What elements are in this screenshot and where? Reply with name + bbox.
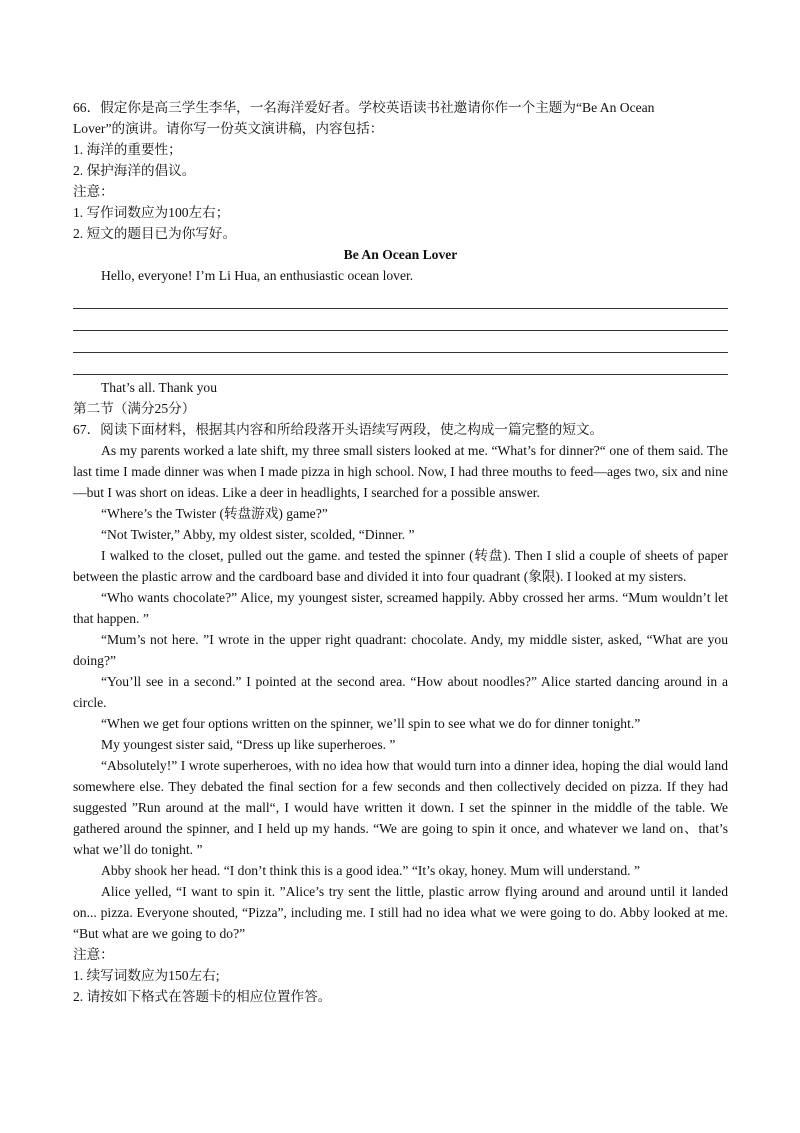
story-paragraph: My youngest sister said, “Dress up like superheroes. ” [101,737,396,752]
q67-instruction: 67．阅读下面材料，根据其内容和所给段落开头语续写两段，使之构成一篇完整的短文。 [73,422,604,437]
story-paragraph: “Not Twister,” Abby, my oldest sister, scolded, “Dinner. ” [101,527,415,542]
story-paragraph: “Mum’s not here. ”I wrote in the upper right quadrant: chocolate. Andy, my middle sister, asked, “What are you doing?” [73,632,728,668]
q66-prompt-line-1: 66．假定你是高三学生李华，一名海洋爱好者。学校英语读书社邀请你作一个主题为“Be An Ocean [73,100,655,115]
story-paragraph: “Absolutely!” I wrote superheroes, with no idea how that would turn into a dinner idea, hoping the dial would land somewhere else. They debated the final section for a few seconds and then collectively decided on pizza. If they had suggested ”Run around at the mall“, I would have written it down. I set the spinner in the middle of the table. We gathered around the spinner, and I held up my hands. “We are going to spin it once, and whatever we land on、that’s what we’ll do tonight. ” [73,758,728,857]
q67-note-label: 注意： [73,947,114,962]
q66-content-item-1: 1. 海洋的重要性； [73,142,182,157]
q66-note-label: 注意： [73,184,114,199]
section-2-heading: 第二节（满分25分） [73,401,196,416]
answer-line[interactable] [73,310,728,331]
story-paragraph: As my parents worked a late shift, my three small sisters looked at me. “What’s for dinner?“ one of them said. The last time I made dinner was when I made pizza in high school. Now, I had three mouths to feed—ages two, six and nine—but I was short on ideas. Like a deer in headlights, I searched for a possible answer. [73,443,728,500]
story-paragraph: I walked to the closet, pulled out the game. and tested the spinner (转盘). Then I slid a couple of sheets of paper between the plastic arrow and the cardboard base and divided it into four quadrant (象限). I looked at my sisters. [73,548,728,584]
story-paragraph: “Who wants chocolate?” Alice, my youngest sister, screamed happily. Abby crossed her arms. “Mum wouldn’t let that happen. ” [73,590,728,626]
story-paragraph: Abby shook her head. “I don’t think this is a good idea.” “It’s okay, honey. Mum will understand. ” [101,863,640,878]
story-paragraph: “You’ll see in a second.” I pointed at the second area. “How about noodles?” Alice started dancing around in a circle. [73,674,728,710]
q66-note-2: 2. 短文的题目已为你写好。 [73,226,237,241]
answer-line[interactable] [73,288,728,309]
answer-lines [73,288,728,375]
essay-closing: That’s all. Thank you [101,380,218,395]
story-paragraph: “Where’s the Twister (转盘游戏) game?” [101,506,328,521]
answer-line[interactable] [73,332,728,353]
exam-page [73,97,728,1007]
q66-prompt-line-2: Lover”的演讲。请你写一份英文演讲稿，内容包括： [73,121,384,136]
q67-note-2: 2. 请按如下格式在答题卡的相应位置作答。 [73,989,332,1004]
q66-note-1: 1. 写作词数应为100左右； [73,205,230,220]
essay-title: Be An Ocean Lover [343,247,458,262]
essay-opening: Hello, everyone! I’m Li Hua, an enthusiastic ocean lover. [101,268,414,283]
q66-content-item-2: 2. 保护海洋的倡议。 [73,163,196,178]
story-paragraph: Alice yelled, “I want to spin it. ”Alice’s try sent the little, plastic arrow flying around and around until it landed on... pizza. Everyone shouted, “Pizza”, including me. I still had no idea what we were going to do. Abby looked at me. “But what are we going to do?” [73,884,728,941]
story-paragraph: “When we get four options written on the spinner, we’ll spin to see what we do for dinner tonight.” [101,716,641,731]
q67-note-1: 1. 续写词数应为150左右; [73,968,220,983]
answer-line[interactable] [73,354,728,375]
